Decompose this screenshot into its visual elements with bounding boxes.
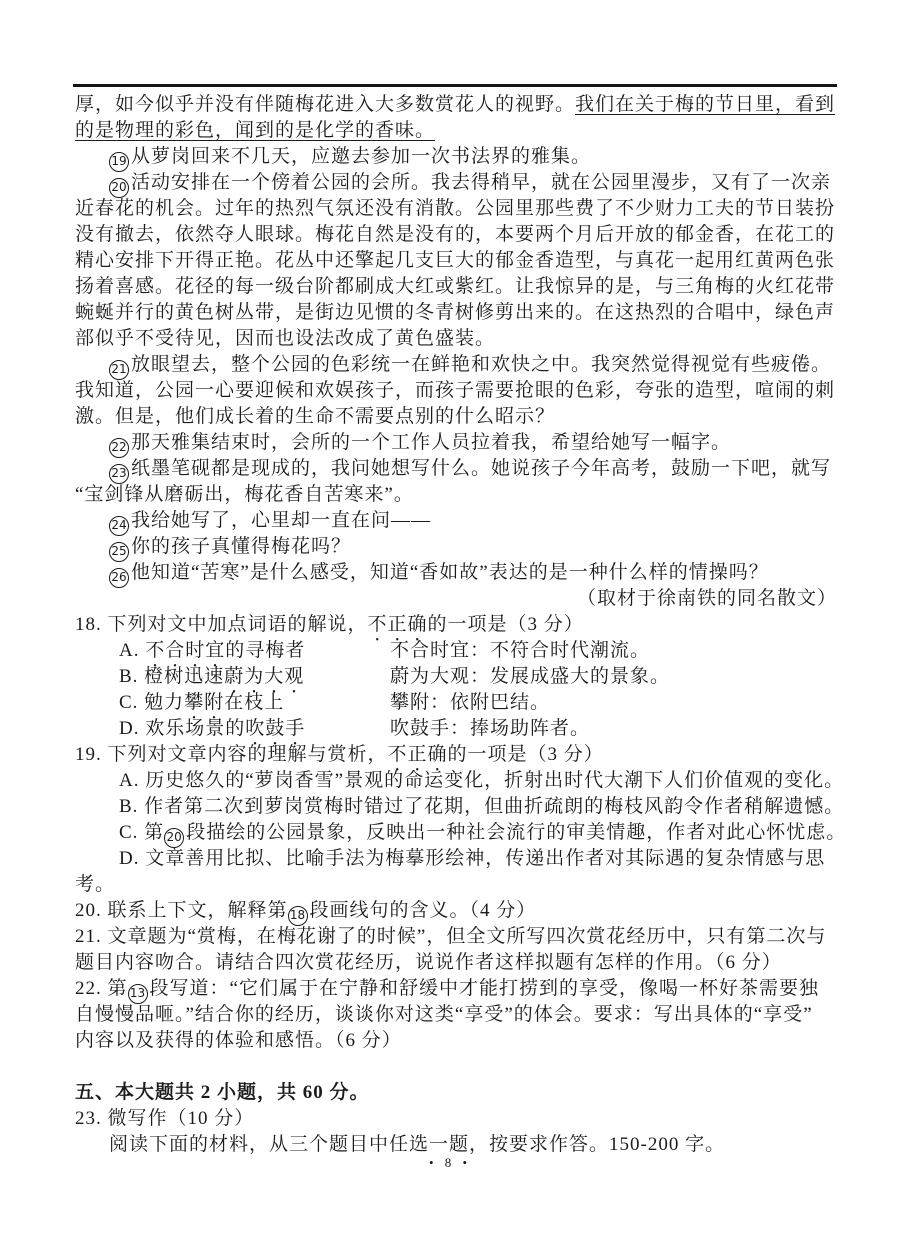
text-segment: 蔚为大观：发展成盛大的景象。 [390,666,671,687]
text-segment: 那天雅集结束时，会所的一个工作人员拉着我，希望给她写一幅字。 [131,432,732,453]
question-22-stem-wrap [75,1002,837,1028]
text-segment: 不合时宜：不符合时代潮流。 [390,640,651,661]
circled-number-21-icon: 21 [109,360,129,380]
text-segment: 阅读下面的材料，从三个题目中任选一题，按要求作答。150-200 字。 [109,1134,726,1155]
text-segment: 的一项是（3 分） [427,614,584,635]
blank-line [75,1054,837,1080]
text-segment: 从萝岗回来不几天，应邀去参加一次书法界的雅集。 [131,146,592,167]
underlined-segment: 我们在关于梅的节日里，看到 [575,94,836,115]
page-number: • 8 • [428,1155,472,1170]
text-segment: B. 橙树迅速 [119,666,225,687]
text-segment: 我给她写了，心里却一直在问—— [131,510,432,531]
text-segment: 23. 微写作（10 分） [75,1108,255,1129]
essay-para-25 [75,534,837,560]
circled-number-24-icon: 24 [109,516,129,536]
essay-para-20 [75,170,837,196]
option-definition-column [390,640,650,661]
text-segment: 近春花的机会。过年的热烈气氛还没有消散。公园里那些费了不少财力工夫的节日装扮 [75,198,836,219]
essay-line [75,222,837,248]
text-segment: 精心安排下开得正艳。花丛中还擎起几支巨大的郁金香造型，与真花一起用红黄两色张 [75,250,836,271]
text-segment: 没有撤去，依然夺人眼球。梅花自然是没有的，本要两个月后开放的郁金香，在花工的 [75,224,836,245]
text-segment: 的一项是（3 分） [447,744,604,765]
essay-line [75,482,837,508]
section-5-header [75,1080,837,1106]
circled-number-20-icon: 20 [109,178,129,198]
text-segment: C. 勉力 [119,692,185,713]
dotted-emphasis-segment: 不正确 [367,614,428,635]
text-segment: D. 欢乐场景的 [119,718,246,739]
text-segment: （取材于徐南铁的同名散文） [576,588,837,609]
text-segment: D. 文章善用比拟、比喻手法为梅摹形绘神，传递出作者对其际遇的复杂情感与思 [119,848,826,869]
essay-line [75,378,837,404]
text-segment: 厚，如今似乎并没有伴随梅花进入大多数赏花人的视野。 [75,94,576,115]
text-segment: 吹鼓手：捧场助阵者。 [390,718,591,739]
option-definition-column [390,692,550,713]
question-21-stem-wrap [75,950,837,976]
text-segment: 蜿蜒并行的黄色树丛带，是街边见惯的冬青树修剪出来的。在这热烈的合唱中，绿色声 [75,302,836,323]
question-21-stem [75,924,837,950]
text-segment: 他知道“苦寒”是什么感受，知道“香如故”表达的是一种什么样的情操吗？ [131,562,769,583]
dotted-emphasis-segment: 不正确 [387,744,448,765]
text-segment: 19. 下列对文章内容的理解与赏析， [75,744,388,765]
text-segment: 21. 文章题为“赏梅，在梅花谢了的时候”，但全文所写四次赏花经历中，只有第二次与 [75,926,827,947]
text-segment: A. [119,640,146,661]
question-18-option-a [75,638,837,664]
question-18-option-b [75,664,837,690]
essay-line [75,196,837,222]
question-23-stem [75,1106,837,1132]
dotted-emphasis-segment: 蔚为大观 [224,666,305,687]
text-segment: C. 第 [119,822,165,843]
text-segment: 扬着喜感。花径的每一级台阶都刷成大红或紫红。让我惊异的是，与三角梅的火红花带 [75,276,836,297]
text-segment: 22. 第 [75,978,128,999]
circled-number-18-icon: 18 [288,906,308,926]
text-segment: “宝剑锋从磨砺出，梅花香自苦寒来”。 [75,484,414,505]
text-segment: 自慢慢品咂。”结合你的经历，谈谈你对这类“享受”的体会。要求：写出具体的“享受” [75,1004,813,1025]
circled-number-19-icon: 19 [109,152,129,172]
exam-text-body [75,92,847,1158]
essay-line [75,404,837,430]
question-19-option-b [75,794,845,820]
text-segment: 段描绘的公园景象，反映出一种社会流行的审美情趣，作者对此心怀忧虑。 [186,822,847,843]
text-segment: 活动安排在一个傍着公园的会所。我去得稍早，就在公园里漫步，又有了一次亲 [131,172,832,193]
question-19-option-d [75,846,837,872]
essay-line [75,92,837,118]
underlined-segment: 的是物理的彩色，闻到的是化学的香味。 [75,120,436,141]
text-segment: 20. 联系上下文，解释第 [75,900,288,921]
text-segment: 的寻梅者 [225,640,306,661]
essay-para-21 [75,352,837,378]
question-19-option-d-wrap [75,872,837,898]
option-definition-column [390,666,670,687]
text-segment: 我知道，公园一心要迎候和欢娱孩子，而孩子需要抢眼的色彩，夸张的造型，喧闹的刺 [75,380,836,401]
dotted-emphasis-segment: 不合时宜 [145,640,226,661]
text-segment: 放眼望去，整个公园的色彩统一在鲜艳和欢快之中。我突然觉得视觉有些疲倦。 [131,354,832,375]
question-20-stem [75,898,837,924]
text-segment: B. 作者第二次到萝岗赏梅时错过了花期，但曲折疏朗的梅枝风韵令作者稍解遗憾。 [119,796,845,817]
option-definition-column [390,718,590,739]
essay-line-underlined [75,118,837,144]
text-segment: 考。 [75,874,116,895]
text-segment: 纸墨笔砚都是现成的，我问她想写什么。她说孩子今年高考，鼓励一下吧，就写 [131,458,832,479]
circled-number-25-icon: 25 [109,542,129,562]
question-19-option-c [75,820,847,846]
dotted-emphasis-segment: 攀附 [184,692,225,713]
text-segment: 五、本大题共 2 小题，共 60 分。 [75,1082,370,1103]
essay-para-23 [75,456,837,482]
question-18-option-c [75,690,837,716]
circled-number-23-icon: 23 [109,464,129,484]
circled-number-20-icon: 20 [164,828,184,848]
question-22-stem [75,976,837,1002]
text-segment: 18. 下列对文中加点词语的解说， [75,614,368,635]
essay-para-24 [75,508,837,534]
text-segment: 激。但是，他们成长着的生命不需要点别的什么昭示？ [75,406,556,427]
header-rule [73,84,837,87]
essay-line [75,326,837,352]
text-segment: 段画线句的含义。（4 分） [309,900,537,921]
text-segment: 题目内容吻合。请结合四次赏花经历，说说作者这样拟题有怎样的作用。（6 分） [75,952,782,973]
text-segment: A. 历史悠久的“萝岗香雪”景观的命运变化，折射出时代大潮下人们价值观的变化。 [119,770,845,791]
dotted-emphasis-segment: 吹鼓手 [245,718,306,739]
question-19-stem [75,742,837,768]
text-segment: 部似乎不受待见，因而也设法改成了黄色盛装。 [75,328,496,349]
question-22-stem-wrap [75,1028,837,1054]
question-19-option-a [75,768,845,794]
text-segment: 在枝上 [224,692,285,713]
circled-number-26-icon: 26 [109,568,129,588]
circled-number-22-icon: 22 [109,438,129,458]
circled-number-13-icon: 13 [128,984,148,1004]
question-18-stem [75,612,837,638]
essay-para-19 [75,144,837,170]
text-segment: 攀附：依附巴结。 [390,692,551,713]
essay-para-22 [75,430,837,456]
question-18-option-d [75,716,837,742]
essay-line [75,248,837,274]
essay-para-26 [75,560,837,586]
text-segment: 内容以及获得的体验和感悟。（6 分） [75,1030,402,1051]
essay-line [75,274,837,300]
text-segment: 你的孩子真懂得梅花吗？ [131,536,352,557]
source-attribution [75,586,837,612]
text-segment: 段写道：“它们属于在宁静和舒缓中才能打捞到的享受，像喝一杯好茶需要独 [149,978,819,999]
essay-line [75,300,837,326]
